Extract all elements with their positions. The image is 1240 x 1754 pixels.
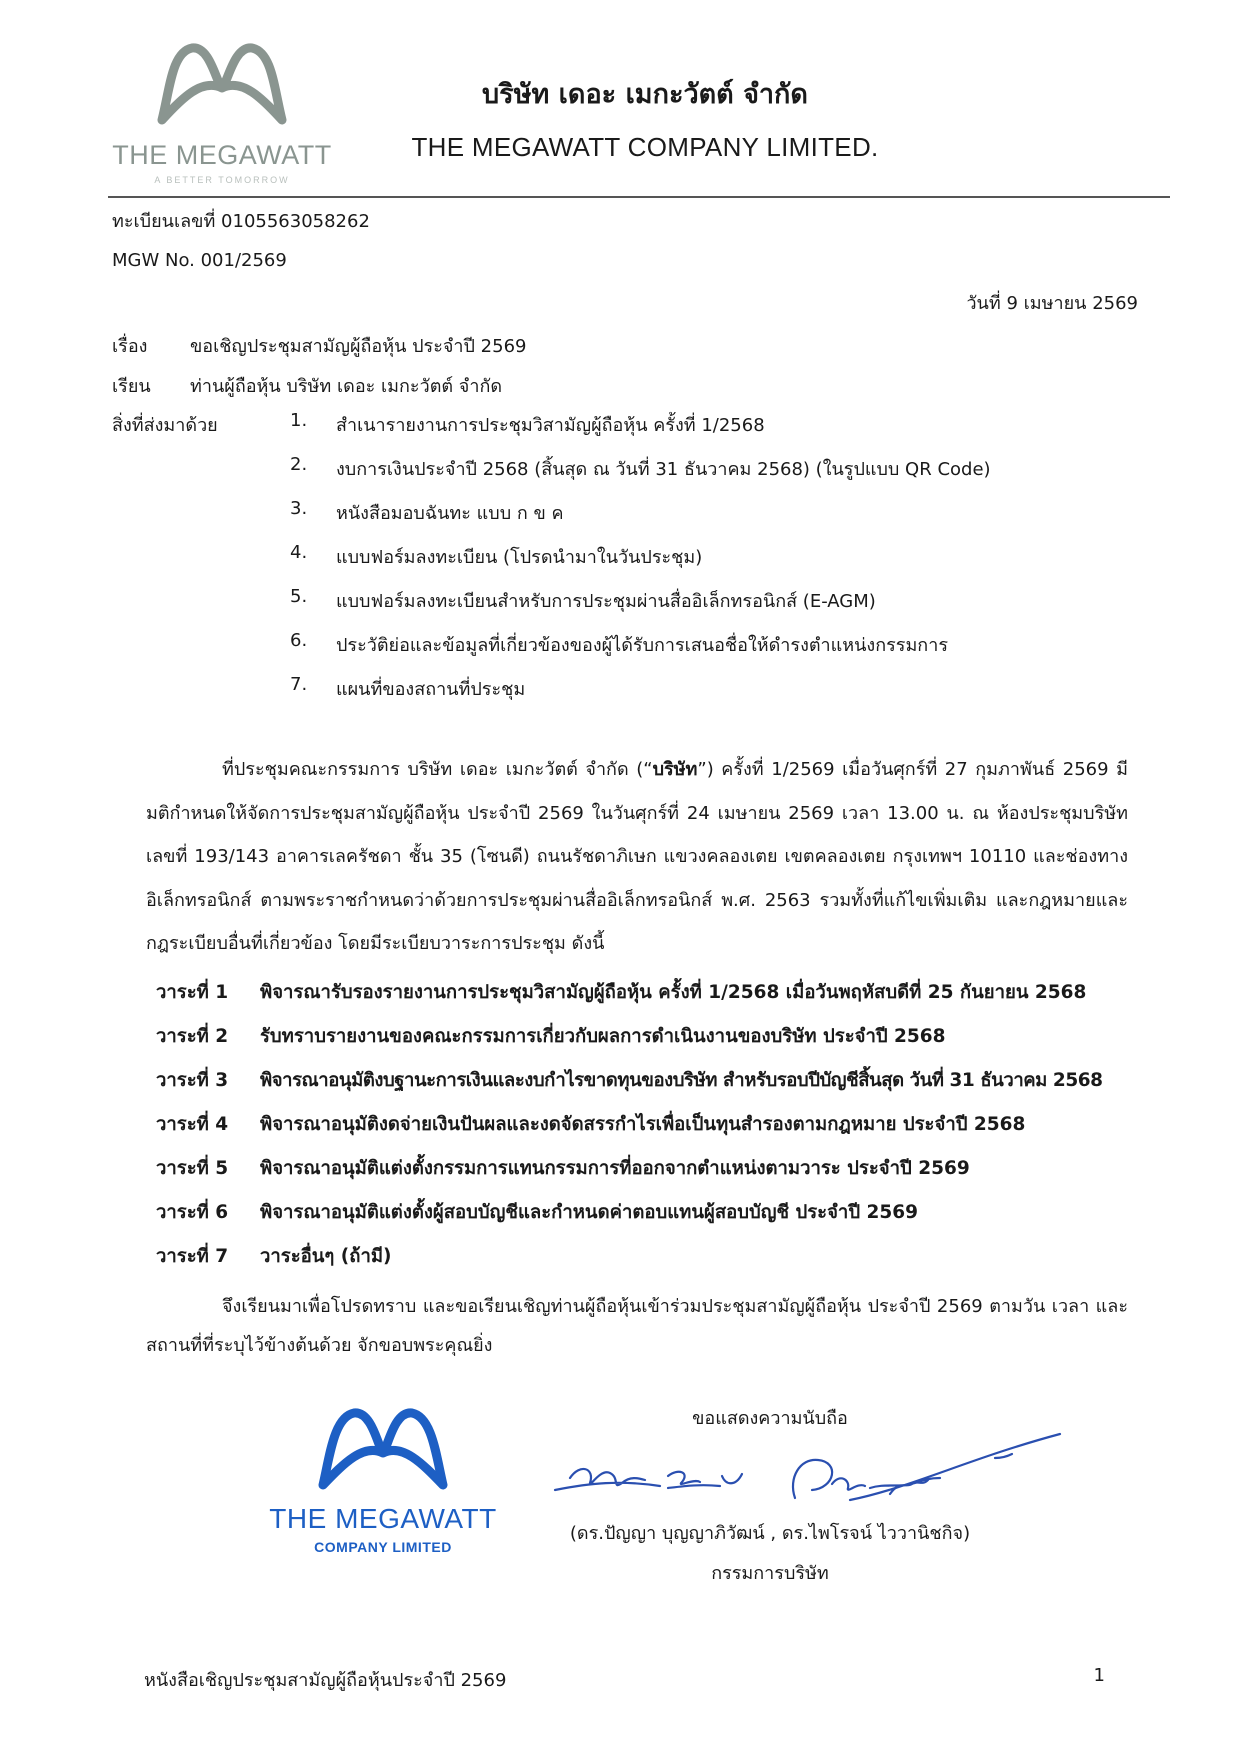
attachments-label: สิ่งที่ส่งมาด้วย (112, 415, 218, 436)
handwritten-signatures (550, 1428, 1080, 1527)
agenda-number: วาระที่ 7 (156, 1246, 229, 1267)
agenda-number: วาระที่ 6 (156, 1202, 229, 1223)
agenda-item-6 (156, 1198, 1146, 1228)
company-name-th: บริษัท เดอะ เมกะวัตต์ จำกัด (482, 79, 808, 110)
attachment-item: แผนที่ของสถานที่ประชุม (336, 679, 526, 700)
body-text-rest: ”) ครั้งที่ 1/2569 เมื่อวันศุกร์ที่ 27 กุมภาพันธ์ 2569 มีมติกำหนดให้จัดการประชุมสามัญผู้ถือหุ้น ประจำปี 2569 ในวันศุกร์ที่ 24 เมษายน 2569 เวลา 13.00 น. ณ ห้องประชุมบริษัท เลขที่ 193/143 อาคารเลครัชดา ชั้น 35 (โซนดี) ถนนรัชดาภิเษก แขวงคลองเตย เขตคลองเตย กรุงเทพฯ 10110 และช่องทางอิเล็กทรอนิกส์ ตามพระราชกำหนดว่าด้วยการประชุมผ่านสื่ออิเล็กทรอนิกส์ พ.ศ. 2563 รวมทั้งที่แก้ไขเพิ่มเติม และกฎหมายและกฎระเบียบอื่นที่เกี่ยวข้อง โดยมีระเบียบวาระการประชุม ดังนี้ (146, 759, 1128, 954)
document-date: วันที่ 9 เมษายน 2569 (966, 293, 1138, 314)
agenda-text: พิจารณาอนุมัติแต่งตั้งกรรมการแทนกรรมการที่ออกจากตำแหน่งตามวาระ ประจำปี 2569 (260, 1158, 970, 1179)
attachment-number: 4. (290, 542, 308, 563)
megawatt-logo-icon (112, 38, 332, 128)
agenda-item-1 (156, 978, 1146, 1008)
attachment-item: แบบฟอร์มลงทะเบียน (โปรดนำมาในวันประชุม) (336, 547, 703, 568)
closing-regards: ขอแสดงความนับถือ (692, 1408, 848, 1429)
recipient-label: เรียน (112, 376, 151, 397)
attachment-number: 3. (290, 498, 308, 519)
agenda-number: วาระที่ 5 (156, 1158, 229, 1179)
stamp-logo-icon (308, 1403, 458, 1493)
agenda-text: รับทราบรายงานของคณะกรรมการเกี่ยวกับผลการดำเนินงานของบริษัท ประจำปี 2568 (260, 1026, 946, 1047)
agenda-text: พิจารณาอนุมัติแต่งตั้งผู้สอบบัญชีและกำหนดค่าตอบแทนผู้สอบบัญชี ประจำปี 2569 (260, 1202, 918, 1223)
agenda-item-2 (156, 1022, 1146, 1052)
attachment-number: 6. (290, 630, 308, 651)
company-logo (112, 38, 332, 188)
agenda-text: พิจารณาอนุมัติงบฐานะการเงินและงบกำไรขาดทุนของบริษัท สำหรับรอบปีบัญชีสิ้นสุด วันที่ 31 ธันวาคม 2568 (260, 1070, 1103, 1091)
body-text-start: ที่ประชุมคณะกรรมการ บริษัท เดอะ เมกะวัตต์ จำกัด (“ (222, 759, 653, 780)
logo-brand-text: THE MEGAWATT (112, 140, 332, 170)
agenda-text: วาระอื่นๆ (ถ้ามี) (260, 1246, 392, 1267)
recipient-value: ท่านผู้ถือหุ้น บริษัท เดอะ เมกะวัตต์ จำกัด (190, 376, 503, 397)
agenda-number: วาระที่ 2 (156, 1026, 229, 1047)
attachment-item: สำเนารายงานการประชุมวิสามัญผู้ถือหุ้น ครั้งที่ 1/2568 (336, 415, 765, 436)
agenda-item-5 (156, 1154, 1146, 1184)
stamp-company-text: COMPANY LIMITED (314, 1539, 452, 1555)
subject-label: เรื่อง (112, 336, 148, 357)
header-divider (108, 196, 1170, 198)
registration-number: ทะเบียนเลขที่ 0105563058262 (112, 211, 370, 232)
signature-icon (550, 1428, 1080, 1523)
company-stamp (268, 1403, 498, 1555)
footer-document-title: หนังสือเชิญประชุมสามัญผู้ถือหุ้นประจำปี 2569 (144, 1670, 507, 1691)
attachment-number: 7. (290, 674, 308, 695)
agenda-number: วาระที่ 4 (156, 1114, 229, 1135)
body-paragraph (146, 748, 1128, 966)
attachment-number: 1. (290, 410, 308, 431)
logo-tagline: A BETTER TOMORROW (154, 175, 290, 185)
page-number: 1 (1093, 1665, 1105, 1686)
agenda-item-3 (156, 1066, 1146, 1096)
attachment-item: แบบฟอร์มลงทะเบียนสำหรับการประชุมผ่านสื่ออิเล็กทรอนิกส์ (E-AGM) (336, 591, 876, 612)
attachment-item: งบการเงินประจำปี 2568 (สิ้นสุด ณ วันที่ 31 ธันวาคม 2568) (ในรูปแบบ QR Code) (336, 459, 991, 480)
agenda-text: พิจารณาอนุมัติงดจ่ายเงินปันผลและงดจัดสรรกำไรเพื่อเป็นทุนสำรองตามกฎหมาย ประจำปี 2568 (260, 1114, 1026, 1135)
agenda-text: พิจารณารับรองรายงานการประชุมวิสามัญผู้ถือหุ้น ครั้งที่ 1/2568 เมื่อวันพฤหัสบดีที่ 25 กันยายน 2568 (260, 982, 1087, 1003)
closing-paragraph: จึงเรียนมาเพื่อโปรดทราบ และขอเรียนเชิญท่านผู้ถือหุ้นเข้าร่วมประชุมสามัญผู้ถือหุ้น ประจำปี 2569 ตามวัน เวลา และสถานที่ที่ระบุไว้ข้างต้นด้วย จักขอบพระคุณยิ่ง (146, 1296, 1128, 1356)
attachment-number: 5. (290, 586, 308, 607)
stamp-brand-text: THE MEGAWATT (269, 1503, 497, 1534)
agenda-number: วาระที่ 3 (156, 1070, 229, 1091)
signer-names: (ดร.ปัญญา บุญญาภิวัฒน์ , ดร.ไพโรจน์ ไววานิชกิจ) (569, 1523, 971, 1544)
document-number: MGW No. 001/2569 (112, 250, 287, 271)
body-text-bold: บริษัท (652, 759, 698, 780)
subject-value: ขอเชิญประชุมสามัญผู้ถือหุ้น ประจำปี 2569 (190, 336, 527, 357)
agenda-item-4 (156, 1110, 1146, 1140)
signer-position: กรรมการบริษัท (711, 1563, 829, 1584)
attachment-number: 2. (290, 454, 308, 475)
agenda-item-7 (156, 1242, 1146, 1272)
company-name-en: THE MEGAWATT COMPANY LIMITED. (411, 132, 879, 162)
attachment-item: ประวัติย่อและข้อมูลที่เกี่ยวข้องของผู้ได้รับการเสนอชื่อให้ดำรงตำแหน่งกรรมการ (336, 635, 948, 656)
attachment-item: หนังสือมอบฉันทะ แบบ ก ข ค (336, 503, 564, 524)
agenda-number: วาระที่ 1 (156, 982, 229, 1003)
